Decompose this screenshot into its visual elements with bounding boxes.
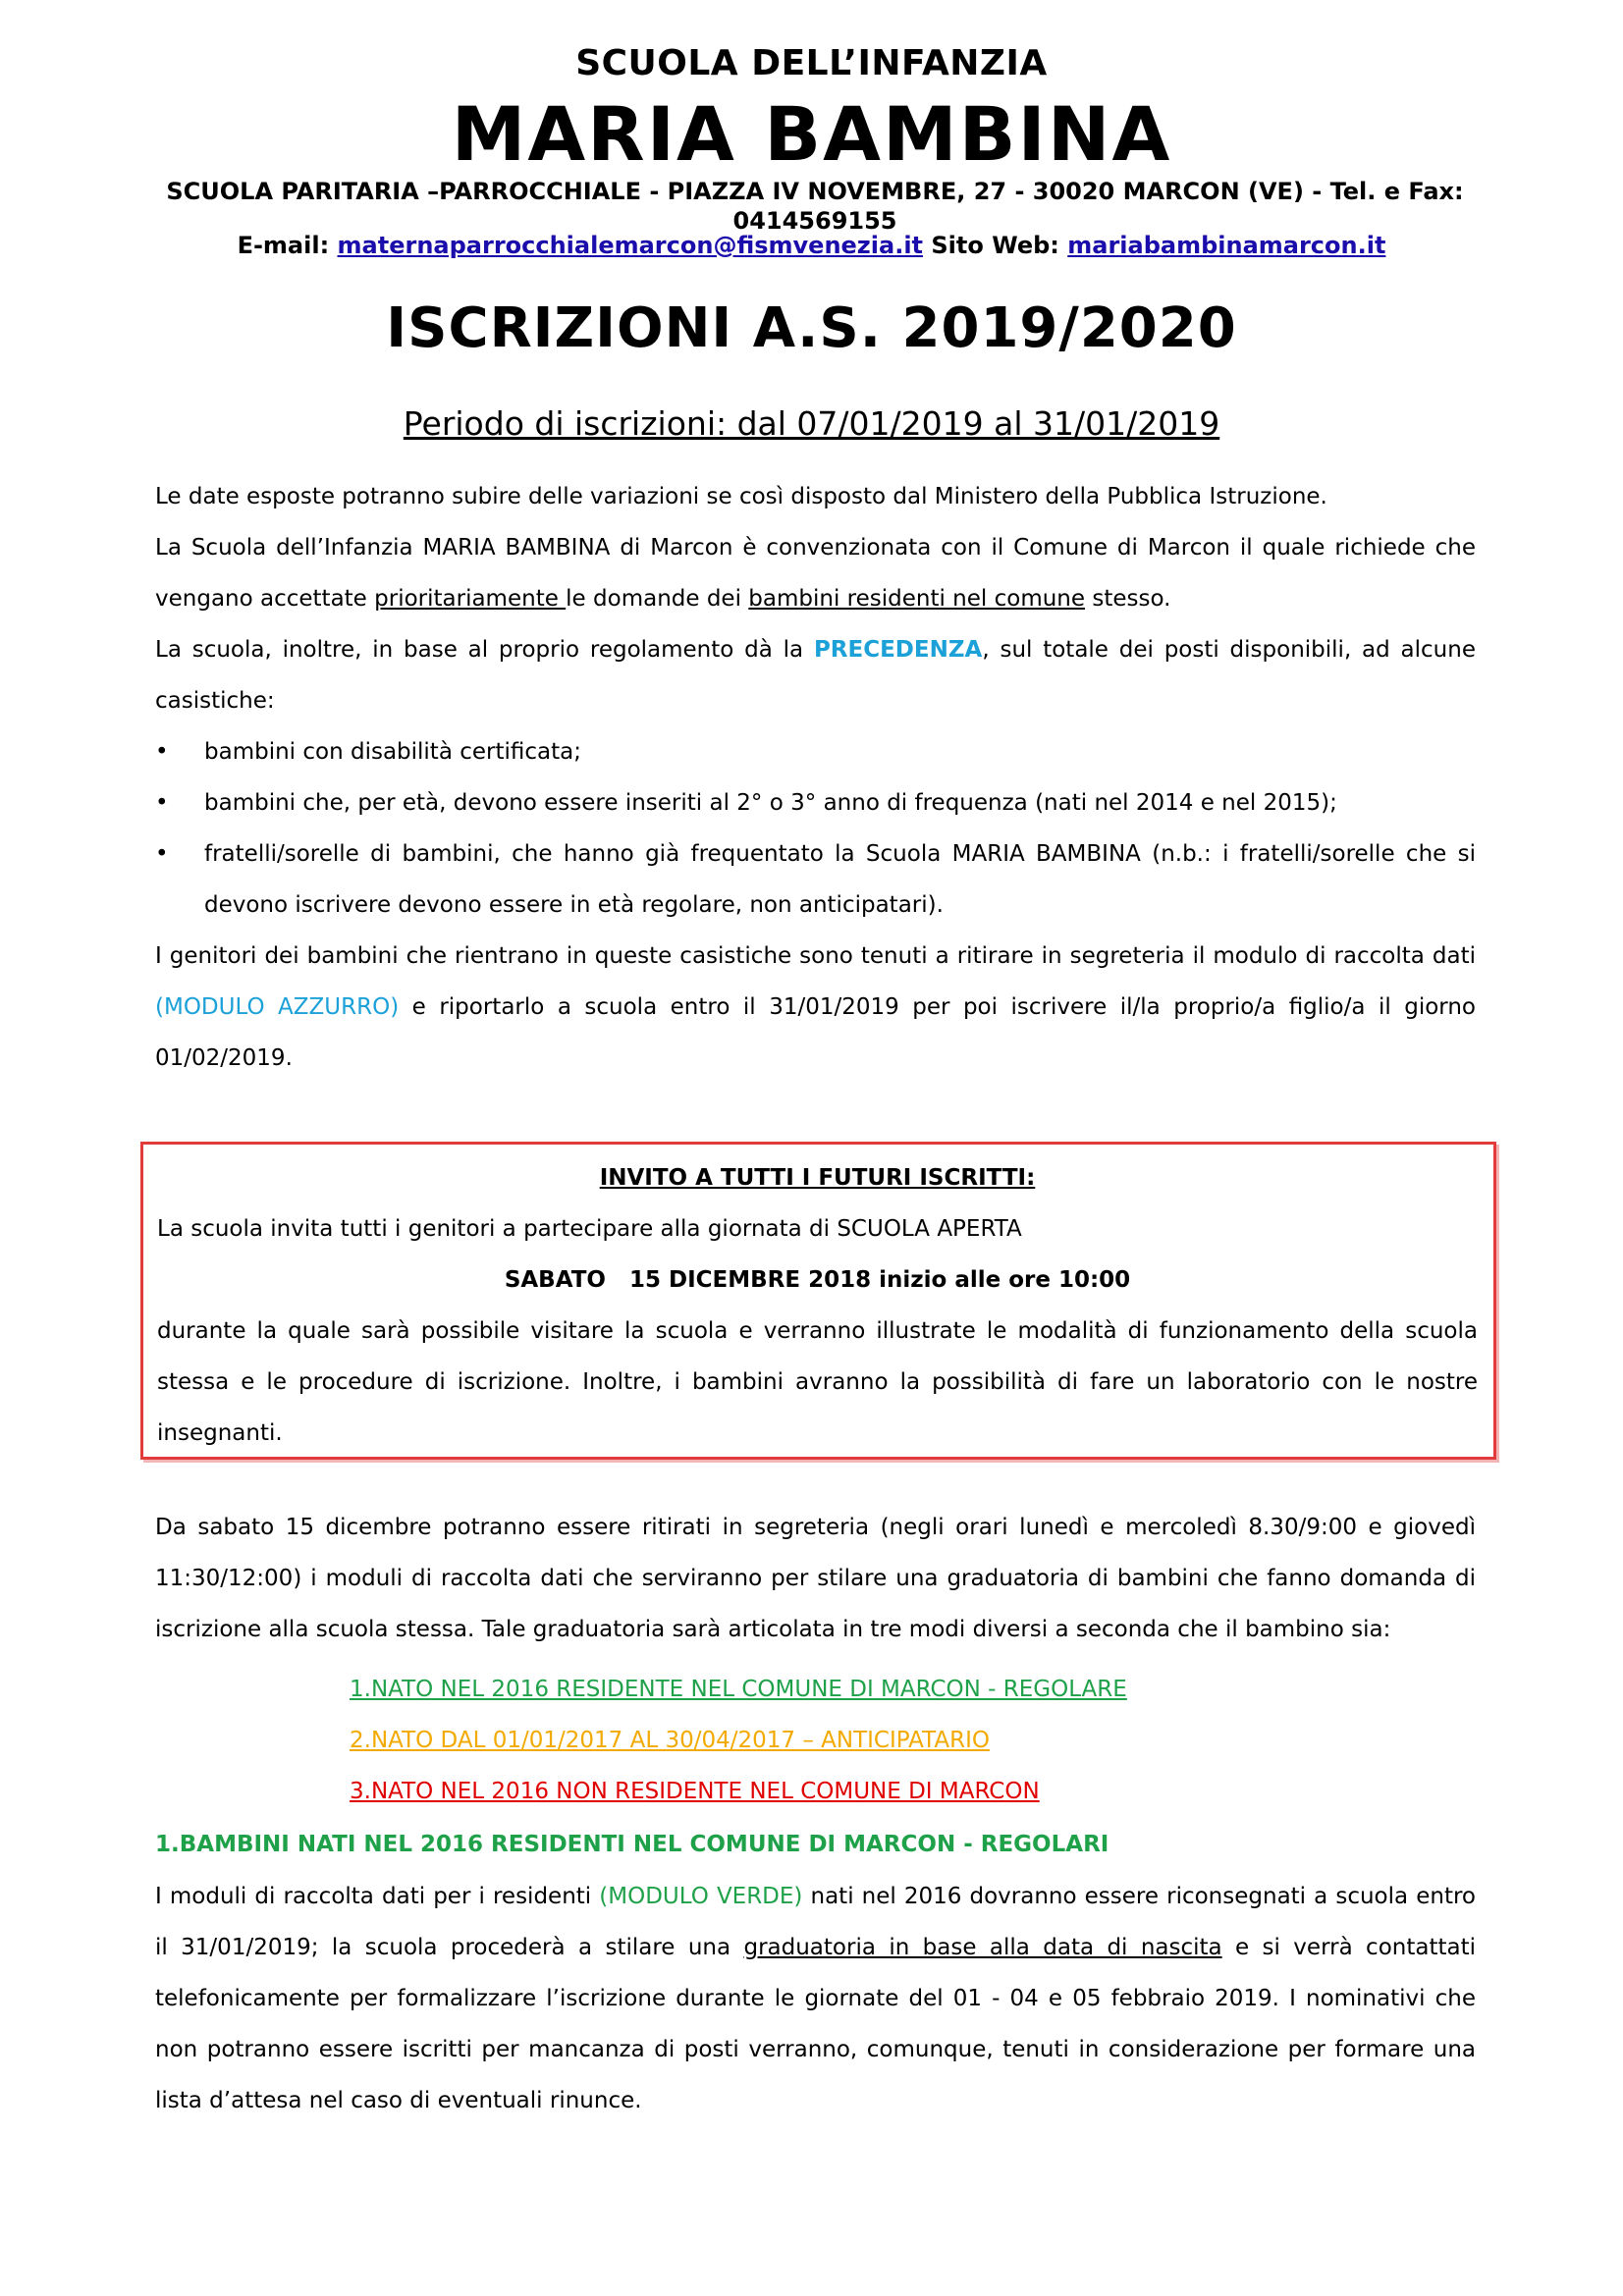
invite-date: SABATO 15 DICEMBRE 2018 inizio alle ore 10:00	[504, 1267, 1131, 1293]
moduli-paragraph: Da sabato 15 dicembre potranno essere ritirati in segreteria (negli orari lunedì e mercoledì 8.30/9:00 e giovedì 11:30/12:00) i moduli di raccolta dati che serviranno per stilare una graduatoria di bambini che fanno domanda di iscrizione alla scuola stessa. Tale graduatoria sarà articolata in tre modi diversi a seconda che il bambino sia:	[155, 1515, 1476, 1642]
category-non-residente: 3.NATO NEL 2016 NON RESIDENTE NEL COMUNE DI MARCON	[350, 1779, 1040, 1804]
intro-p2-text-c: stesso.	[1085, 586, 1171, 612]
list-item-text: bambini con disabilità certificata;	[204, 739, 581, 765]
genitori-paragraph	[155, 931, 1476, 1084]
section-1-underline: graduatoria in base alla data di nascita	[743, 1935, 1222, 1960]
school-type: SCUOLA DELL’INFANZIA	[575, 43, 1048, 83]
contact-line	[0, 232, 1623, 259]
invite-body: durante la quale sarà possibile visitare la scuola e verranno illustrate le modalità di funzionamento della scuola stessa e le procedure di iscrizione. Inoltre, i bambini avranno la possibilità di fare un laboratorio con le nostre insegnanti.	[157, 1318, 1478, 1446]
genitori-text-a: I genitori dei bambini che rientrano in queste casistiche sono tenuti a ritirare in segreteria il modulo di raccolta dati	[155, 943, 1476, 969]
school-address: SCUOLA PARITARIA –PARROCCHIALE - PIAZZA IV NOVEMBRE, 27 - 30020 MARCON (VE) - Tel. e Fax: 0414569155	[166, 178, 1464, 235]
section-1-text-c: e si verrà contattati telefonicamente per formalizzare l’iscrizione durante le giornate del 01 - 04 e 05 febbraio 2019. I nominativi che non potranno essere iscritti per mancanza di posti verranno, comunque, tenuti in considerazione per formare una lista d’attesa nel caso di eventuali rinunce.	[155, 1935, 1477, 2113]
bullet-icon: •	[155, 790, 169, 816]
list-item-text: fratelli/sorelle di bambini, che hanno già frequentato la Scuola MARIA BAMBINA (n.b.: i fratelli/sorelle che si devono iscrivere devono essere in età regolare, non anticipatari).	[204, 841, 1476, 918]
invite-line-1: La scuola invita tutti i genitori a partecipare alla giornata di SCUOLA APERTA	[157, 1216, 1022, 1242]
genitori-text-b: e riportarlo a scuola entro il 31/01/2019 per poi iscrivere il/la proprio/a figlio/a il giorno 01/02/2019.	[155, 994, 1477, 1071]
section-1-text-b: nati nel 2016 dovranno essere riconsegnati a scuola entro il 31/01/2019; la scuola procederà a stilare una	[155, 1884, 1476, 1960]
enrollment-period: Periodo di iscrizioni: dal 07/01/2019 al 31/01/2019	[403, 404, 1220, 443]
email-link[interactable]: maternaparrocchialemarcon@fismvenezia.it	[337, 232, 924, 259]
list-item-text: bambini che, per età, devono essere inseriti al 2° o 3° anno di frequenza (nati nel 2014 e nel 2015);	[204, 790, 1337, 816]
category-anticipatario: 2.NATO DAL 01/01/2017 AL 30/04/2017 – ANTICIPATARIO	[350, 1728, 990, 1753]
bullet-icon: •	[155, 739, 169, 765]
school-name: MARIA BAMBINA	[451, 90, 1172, 178]
intro-p2-underline-2: bambini residenti nel comune	[748, 586, 1086, 612]
intro-p3-text-a: La scuola, inoltre, in base al proprio regolamento dà la	[155, 637, 814, 663]
email-label: E-mail:	[237, 232, 330, 259]
category-regolare: 1.NATO NEL 2016 RESIDENTE NEL COMUNE DI MARCON - REGOLARE	[350, 1677, 1127, 1702]
invite-heading: INVITO A TUTTI I FUTURI ISCRITTI:	[599, 1165, 1036, 1191]
intro-p2-text-a: La Scuola dell’Infanzia MARIA BAMBINA di Marcon è convenzionata con il Comune di Marcon il quale richiede che vengano accettate	[155, 535, 1476, 612]
page-title: ISCRIZIONI A.S. 2019/2020	[386, 296, 1237, 360]
precedenza-highlight: PRECEDENZA	[813, 637, 983, 663]
modulo-azzurro-highlight: (MODULO AZZURRO)	[155, 994, 400, 1020]
invite-box	[140, 1142, 1496, 1460]
site-label: Sito Web:	[931, 232, 1059, 259]
section-1-paragraph	[155, 1871, 1476, 2126]
intro-p2-text-b: le domande dei	[566, 586, 749, 612]
bullet-icon: •	[155, 841, 169, 867]
intro-paragraph-3	[155, 624, 1476, 726]
intro-paragraph-1: Le date esposte potranno subire delle variazioni se così disposto dal Ministero della Pubblica Istruzione.	[155, 484, 1327, 509]
intro-p2-underline-1: prioritariamente	[374, 586, 567, 612]
modulo-verde-highlight: (MODULO VERDE)	[599, 1884, 803, 1909]
intro-p3-text-b: , sul totale dei posti disponibili, ad alcune casistiche:	[155, 637, 1476, 714]
website-link[interactable]: mariabambinamarcon.it	[1067, 232, 1386, 259]
intro-paragraph-2	[155, 522, 1476, 624]
section-1-text-a: I moduli di raccolta dati per i residenti	[155, 1884, 600, 1909]
section-1-heading: 1.BAMBINI NATI NEL 2016 RESIDENTI NEL COMUNE DI MARCON - REGOLARI	[155, 1832, 1109, 1857]
